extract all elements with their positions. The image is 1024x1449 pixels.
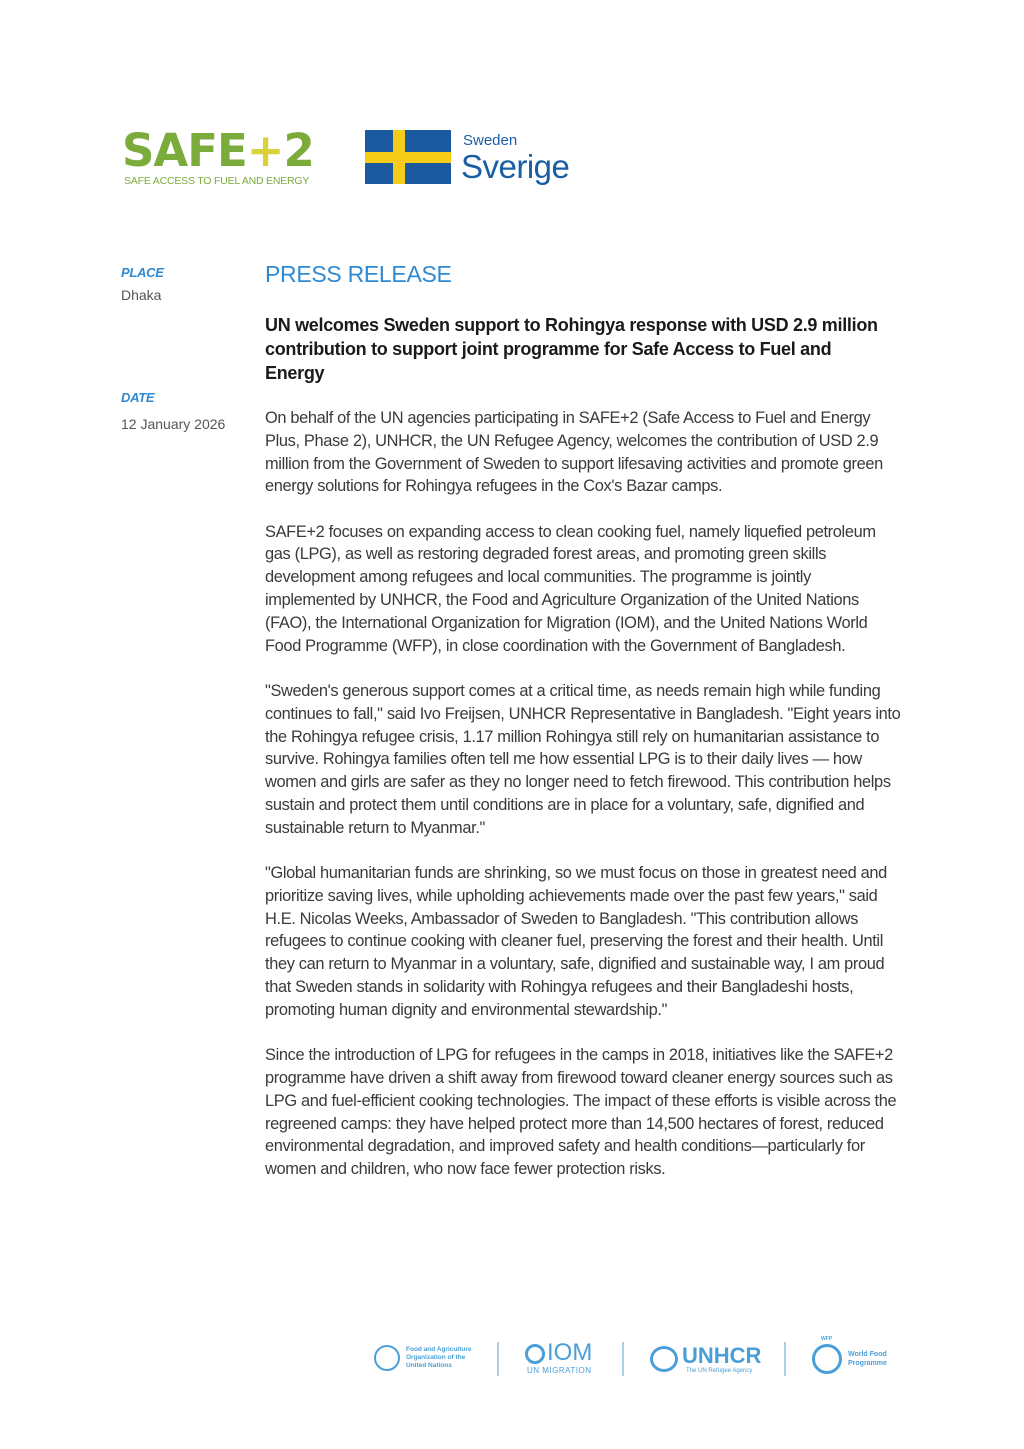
sweden-logo [365,128,585,188]
place-label: PLACE [121,265,164,280]
paragraph-programme: SAFE+2 focuses on expanding access to clean cooking fuel, namely liquefied petroleum gas (LPG), as well as restoring degraded forest areas, and promoting green skills development among refugees and local communities. The programme is jointly implemented by UNHCR, the Food and Agriculture Organization of the United Nations (FAO), the International Organization for Migration (IOM), and the United Nations World Food Programme (WFP), in close coordination with the Government of Bangladesh. [265,522,876,655]
wfp-emblem-icon [812,1344,842,1374]
unhcr-emblem-icon [650,1346,678,1372]
wfp-name-line1: World Food [848,1351,887,1358]
document-type-title: PRESS RELEASE [265,261,452,287]
paragraph-ambassador-quote: "Global humanitarian funds are shrinking, so we must focus on those in greatest need and prioritize saving lives, while upholding achievements made over the past few years," said H.E. Nicolas Weeks, Ambassador of Sweden to Bangladesh. "This contribution allows refugees to continue cooking with cleaner fuel, preserving the forest and their health. Until they can return to Myanmar in a voluntary, safe, dignified and sustainable way, I am proud that Sweden stands in solidarity with Rohingya refugees and their Bangladeshi hosts, promoting human dignity and environmental stewardship." [265,864,887,1019]
wfp-abbreviation: WFP [821,1336,833,1342]
iom-logo [525,1338,605,1380]
iom-name: IOM [547,1339,593,1366]
safe-logo-number: 2 [283,124,314,177]
fao-name-line1: Food and Agriculture [406,1346,472,1353]
unhcr-logo [650,1338,760,1380]
paragraph-impact: Since the introduction of LPG for refugees in the camps in 2018, initiatives like the SAFE+2 programme have driven a shift away from firewood toward cleaner energy sources such as LPG and fuel-efficient cooking technologies. The impact of these efforts is visible across the regreened camps: they have helped protect more than 14,500 hectares of forest, reduced environmental degradation, and improved safety and health conditions—particularly for women and children, who now face fewer protection risks. [265,1046,897,1179]
unhcr-subtitle: The UN Refugee Agency [686,1368,753,1374]
wfp-logo [812,1338,902,1380]
place-value: Dhaka [121,287,162,303]
body-text [265,407,905,1203]
fao-name-line2: Organization of the [406,1354,466,1361]
iom-globe-icon [525,1344,545,1364]
iom-subtitle: UN MIGRATION [527,1366,592,1375]
safe-plus-2-logo [122,124,337,188]
logo-divider [784,1342,786,1376]
sweden-logo-english: Sweden [463,132,518,149]
partner-logos-footer [372,1338,902,1380]
headline: UN welcomes Sweden support to Rohingya response with USD 2.9 million contribution to support joint programme for Safe Access to Fuel and Energy [265,315,878,383]
fao-name-line3: United Nations [406,1362,452,1369]
date-label: DATE [121,390,155,405]
swedish-flag-icon [365,130,451,184]
paragraph-intro: On behalf of the UN agencies participating in SAFE+2 (Safe Access to Fuel and Energy Plus, Phase 2), UNHCR, the UN Refugee Agency, welcomes the contribution of USD 2.9 million from the Government of Sweden to support lifesaving activities and promote green energy solutions for Rohingya refugees in the Cox's Bazar camps. [265,409,883,496]
safe-logo-wordmark [122,124,314,177]
fao-emblem-icon [374,1345,400,1371]
logo-divider [622,1342,624,1376]
safe-logo-tagline: SAFE ACCESS TO FUEL AND ENERGY [124,175,310,187]
date-value: 12 January 2026 [121,416,226,432]
paragraph-unhcr-quote: "Sweden's generous support comes at a critical time, as needs remain high while funding continues to fall," said Ivo Freijsen, UNHCR Representative in Bangladesh. "Eight years into the Rohingya refugee crisis, 1.17 million Rohingya still rely on humanitarian assistance to survive. Rohingya families often tell me how essential LPG is to their daily lives — how women and girls are safer as they no longer need to fetch firewood. This contribution helps sustain and protect them until conditions are in place for a voluntary, safe, dignified and sustainable return to Myanmar." [265,681,901,837]
safe-logo-main: SAFE [122,124,247,177]
logo-divider [497,1342,499,1376]
fao-logo [372,1338,482,1380]
unhcr-name: UNHCR [682,1343,762,1368]
sweden-logo-swedish: Sverige [461,148,570,185]
safe-logo-plus: + [246,124,284,177]
wfp-name-line2: Programme [848,1360,887,1367]
